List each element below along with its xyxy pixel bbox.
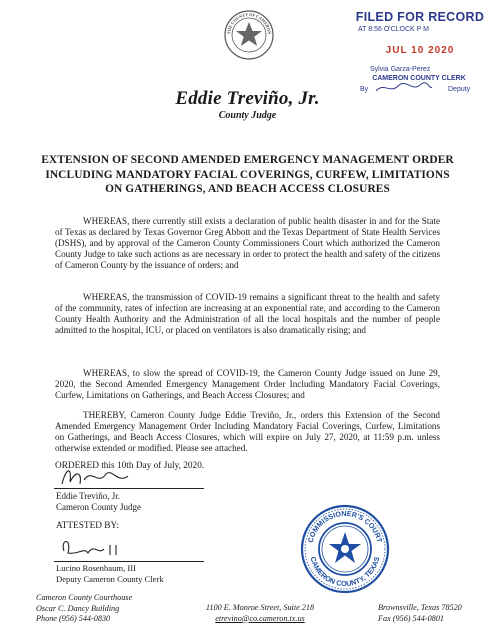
judge-signer-title: Cameron County Judge	[56, 502, 141, 512]
whereas-paragraph-1: WHEREAS, there currently still exists a declaration of public health disaster in and for the State of Texas as declared by Texas Governor Greg Abbott and the Texas Department of State Health Services (DSHS), and by approval of the Cameron County Commissioners Court which authorized the Cameron County Judge to take such actions as are necessary in order to protect the health and safety of the citizens of Cameron County by the issuance of orders; and	[55, 216, 440, 271]
stamp-by-label: By	[360, 86, 369, 93]
whereas-paragraph-3: WHEREAS, to slow the spread of COVID-19, the Cameron County Judge issued on June 29, 2020, the Second Amended Emergency Management Order Including Mandatory Facial Coverings, Curfew, Limitations on Gatherings, and Beach Access Closures; and	[55, 368, 440, 401]
stamp-clerk-name: Sylvia Garza-Perez	[370, 66, 431, 73]
stamp-by-line	[360, 86, 490, 93]
clerk-signature	[58, 533, 148, 561]
footer-email-link[interactable]: etrevino@co.cameron.tx.us	[215, 613, 305, 623]
footer-middle-address	[200, 603, 320, 624]
footer-courthouse: Cameron County Courthouse	[36, 593, 133, 602]
attested-by-label: ATTESTED BY:	[56, 521, 119, 531]
footer-building: Oscar C. Dancy Building	[36, 603, 120, 613]
svg-text:CAMERON COUNTY, TEXAS: CAMERON COUNTY, TEXAS	[308, 555, 382, 589]
clerk-signer-title: Deputy Cameron County Clerk	[56, 574, 164, 584]
judge-signer-name: Eddie Treviño, Jr.	[56, 491, 121, 501]
county-seal-logo	[224, 10, 274, 60]
footer-city: Brownsville, Texas 78520	[378, 603, 462, 612]
footer-phone: Phone (956) 544-0830	[36, 614, 111, 623]
stamp-date: JUL 10 2020	[385, 45, 455, 56]
stamp-signature-scribble	[374, 82, 434, 94]
filed-for-record-stamp	[350, 10, 490, 110]
svg-text:COMMISSIONER'S COURT: COMMISSIONER'S COURT	[305, 508, 385, 544]
thereby-paragraph: THEREBY, Cameron County Judge Eddie Treviño, Jr., orders this Extension of the Second Amended Emergency Management Order Including Mandatory Facial Coverings, Curfew, Limitations on Gatherings, and Beach Access Closures, which will expire on July 27, 2020, at 11:59 p.m. unless otherwise extended or modified. Please see attached.	[55, 410, 440, 454]
judge-title-heading: County Judge	[218, 110, 277, 121]
footer-street: 1100 E. Monroe Street, Suite 218	[205, 603, 315, 612]
stamp-time: AT 8:56 O'CLOCK P M	[358, 26, 429, 33]
stamp-title: FILED FOR RECORD	[355, 10, 485, 24]
judge-name-heading: Eddie Treviño, Jr.	[175, 88, 320, 109]
footer-left-address	[36, 593, 132, 625]
stamp-clerk-title: CAMERON COUNTY CLERK	[372, 75, 466, 82]
footer-fax: Fax (956) 544-0801	[378, 613, 444, 623]
svg-text:THE COUNTY OF CAMERON: THE COUNTY OF CAMERON	[225, 11, 273, 35]
ordered-line: ORDERED this 10th Day of July, 2020.	[55, 461, 205, 471]
clerk-signature-line	[54, 561, 204, 562]
commissioners-court-seal	[300, 504, 390, 594]
clerk-signer-name: Lucino Rosenbaum, III	[56, 563, 136, 573]
judge-signature	[58, 464, 138, 490]
footer-right-address	[378, 603, 483, 624]
document-title: EXTENSION OF SECOND AMENDED EMERGENCY MANAGEMENT ORDER INCLUDING MANDATORY FACIAL COVERINGS, CURFEW, LIMITATIONS ON GATHERINGS, AND BEACH ACCESS CLOSURES	[41, 154, 454, 195]
stamp-deputy-label: Deputy	[448, 86, 471, 93]
judge-signature-line	[54, 488, 204, 489]
whereas-paragraph-2: WHEREAS, the transmission of COVID-19 remains a significant threat to the health and safety of the community, rates of infection are increasing at an exponential rate, and according to the Cameron County Health Authority and the Administration of all the local hospitals and the number of people admitted to the hospital, ICU, or placed on ventilators is also dramatically rising; and	[55, 292, 440, 336]
